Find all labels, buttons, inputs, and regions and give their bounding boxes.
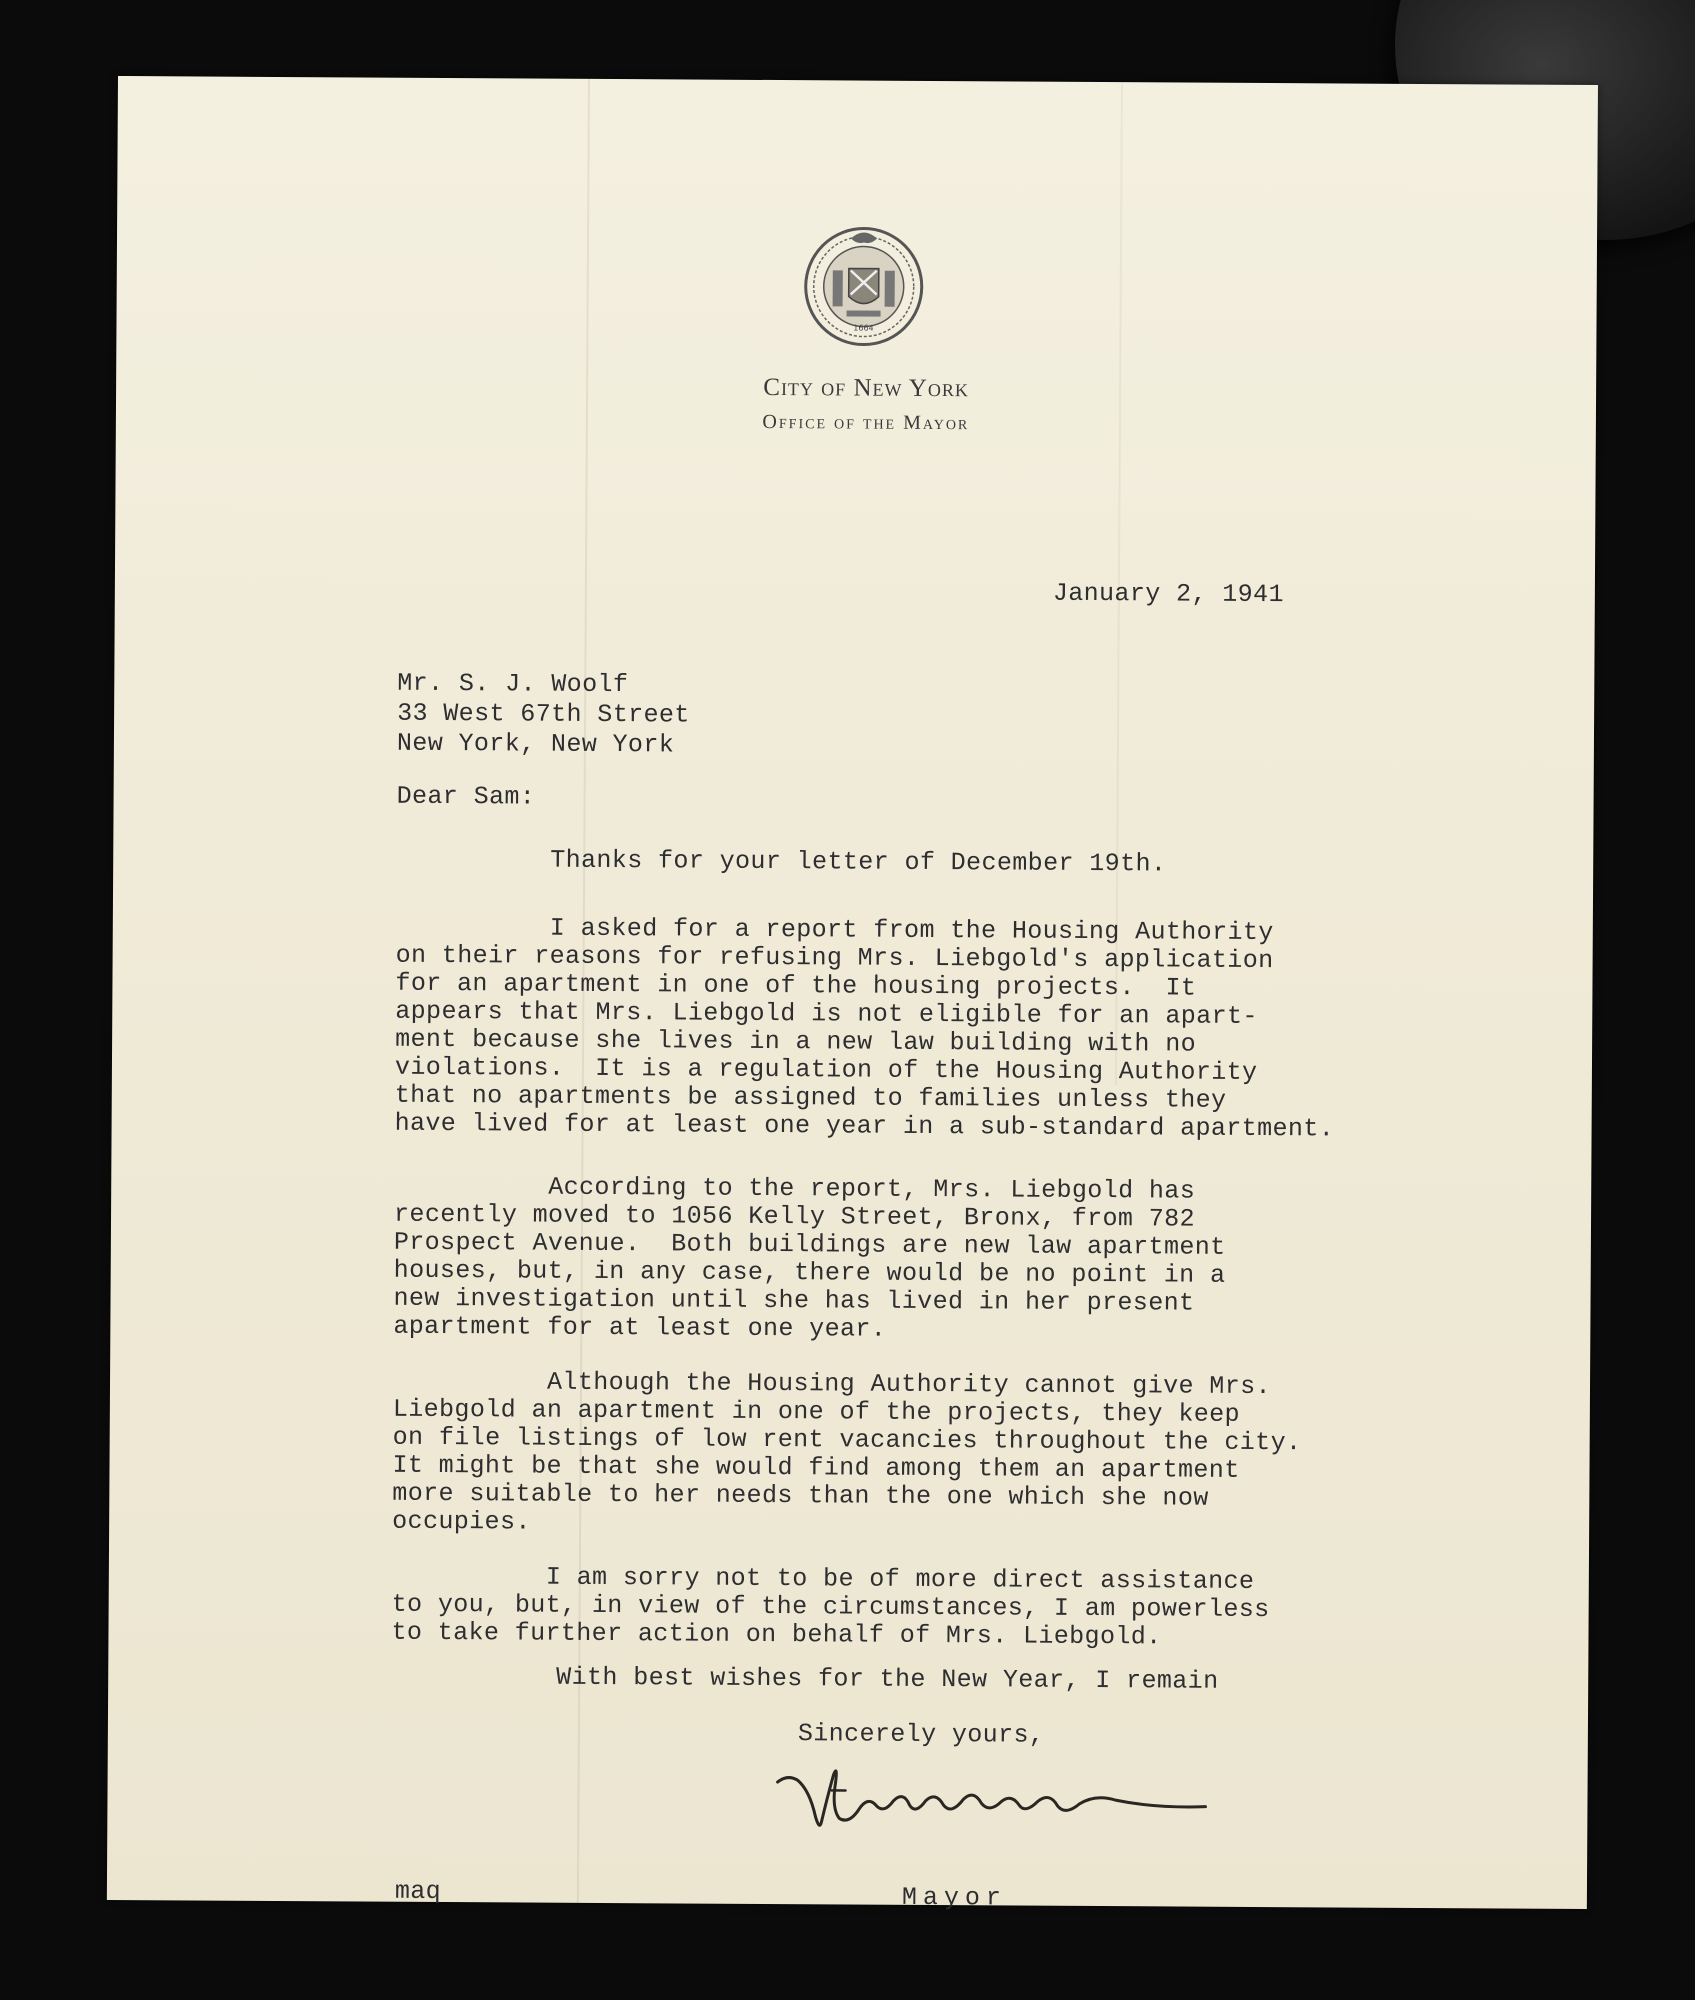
sign-off: Sincerely yours, bbox=[797, 1719, 1045, 1750]
svg-text:1664: 1664 bbox=[853, 323, 874, 333]
recipient-city: New York, New York bbox=[396, 728, 675, 760]
city-seal-icon bbox=[798, 218, 929, 349]
paragraph: I am sorry not to be of more direct assistance to you, but, in view of the circumstances, I am powerless to take further action on behalf of Mrs. Liebgold. bbox=[391, 1561, 1270, 1652]
letterhead-city: City of New York bbox=[763, 373, 969, 403]
letter-page bbox=[107, 76, 1598, 1913]
signer-title: Mayor bbox=[901, 1882, 1007, 1913]
paragraph: According to the report, Mrs. Liebgold has recently moved to 1056 Kelly Street, Bronx, from 782 Prospect Avenue. Both buildings are new law apartment houses, but, in any case, there would be no point in a new investigation until she has lived in her present apartment for at least one year. bbox=[393, 1171, 1226, 1344]
typist-initials: maq bbox=[394, 1876, 442, 1907]
letterhead-office: Office of the Mayor bbox=[762, 410, 970, 435]
paragraph: I asked for a report from the Housing Authority on their reasons for refusing Mrs. Liebgold's application for an apartment in one of the housing projects. It appears that Mrs. Liebgold is not eligible for an apart- ment because she lives in a new law building with no violations. It is a regulation of the Housing Authority that no apartments be assigned to families unless they have lived for at least one year in a sub-standard apartment. bbox=[394, 912, 1335, 1144]
closing-line: With best wishes for the New Year, I remain bbox=[556, 1662, 1219, 1696]
paragraph: Thanks for your letter of December 19th. bbox=[396, 844, 1167, 879]
salutation: Dear Sam: bbox=[396, 781, 536, 812]
letter-date: January 2, 1941 bbox=[1052, 578, 1284, 610]
recipient-street: 33 West 67th Street bbox=[397, 698, 690, 730]
handwritten-signature bbox=[775, 1760, 1216, 1863]
recipient-name: Mr. S. J. Woolf bbox=[397, 668, 629, 700]
paragraph: Although the Housing Authority cannot give Mrs. Liebgold an apartment in one of the projects, they keep on file listings of low rent vacancies throughout the city. It might be that she would find among them an apartment more suitable to her needs than the one which she now occupies. bbox=[392, 1366, 1302, 1537]
recipient-address bbox=[397, 669, 690, 761]
